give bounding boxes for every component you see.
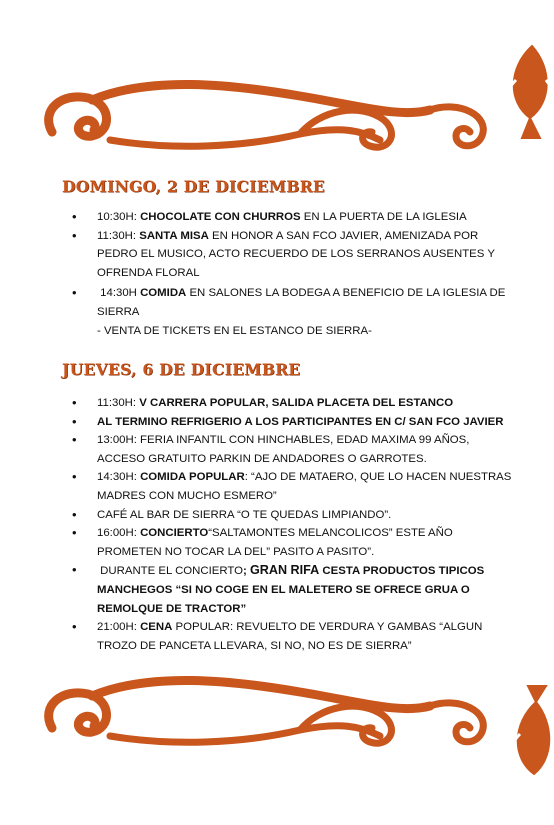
list-item: • DURANTE EL CONCIERTO; GRAN RIFA CESTA PRODUCTOS TIPICOS MANCHEGOS “SI NO COGE EN EL MALETERO SE OFRECE GRUA O REMOLQUE DE TRACTOR”: [70, 561, 520, 618]
list-item: • 16:00H: CONCIERTO“SALTAMONTES MELANCOLICOS” ESTE AÑO PROMETEN NO TOCAR LA DEL” PASITO A PASITO”.: [70, 524, 520, 561]
list-item: • 13:00H: FERIA INFANTIL CON HINCHABLES, EDAD MAXIMA 99 AÑOS, ACCESO GRATUITO PARKIN DE ANDADORES O GARROTES.: [70, 431, 520, 468]
top-scroll-ornament: [0, 40, 554, 160]
bottom-scroll-ornament: [0, 672, 554, 792]
list-item: • 21:00H: CENA POPULAR: REVUELTO DE VERDURA Y GAMBAS “ALGUN TROZO DE PANCETA LLEVARA, SI NO, NO ES DE SIERRA”: [70, 618, 520, 655]
list-item: • 14:30H: COMIDA POPULAR: “AJO DE MATAERO, QUE LO HACEN NUESTRAS MADRES CON MUCHO ESMERO”: [70, 468, 520, 505]
ticket-note: - VENTA DE TICKETS EN EL ESTANCO DE SIERRA-: [97, 324, 372, 337]
list-item: • 10:30H: CHOCOLATE CON CHURROS EN LA PUERTA DE LA IGLESIA: [70, 208, 520, 227]
section-title-domingo: DOMINGO, 2 DE DICIEMBRE: [62, 177, 325, 196]
list-item: • 11:30H: V CARRERA POPULAR, SALIDA PLACETA DEL ESTANCO: [70, 394, 520, 413]
event-list-jueves: [70, 394, 520, 655]
section-title-jueves: JUEVES, 6 DE DICIEMBRE: [62, 360, 301, 379]
list-item: • CAFÉ AL BAR DE SIERRA “O TE QUEDAS LIMPIANDO”.: [70, 506, 520, 525]
list-item: • 14:30H COMIDA EN SALONES LA BODEGA A BENEFICIO DE LA IGLESIA DE SIERRA: [70, 284, 520, 321]
list-item: • 11:30H: SANTA MISA EN HONOR A SAN FCO JAVIER, AMENIZADA POR PEDRO EL MUSICO, ACTO RECUERDO DE LOS SERRANOS AUSENTES Y OFRENDA FLORAL: [70, 227, 520, 283]
list-item: • AL TERMINO REFRIGERIO A LOS PARTICIPANTES EN C/ SAN FCO JAVIER: [70, 413, 520, 432]
event-list-domingo: [70, 208, 520, 340]
